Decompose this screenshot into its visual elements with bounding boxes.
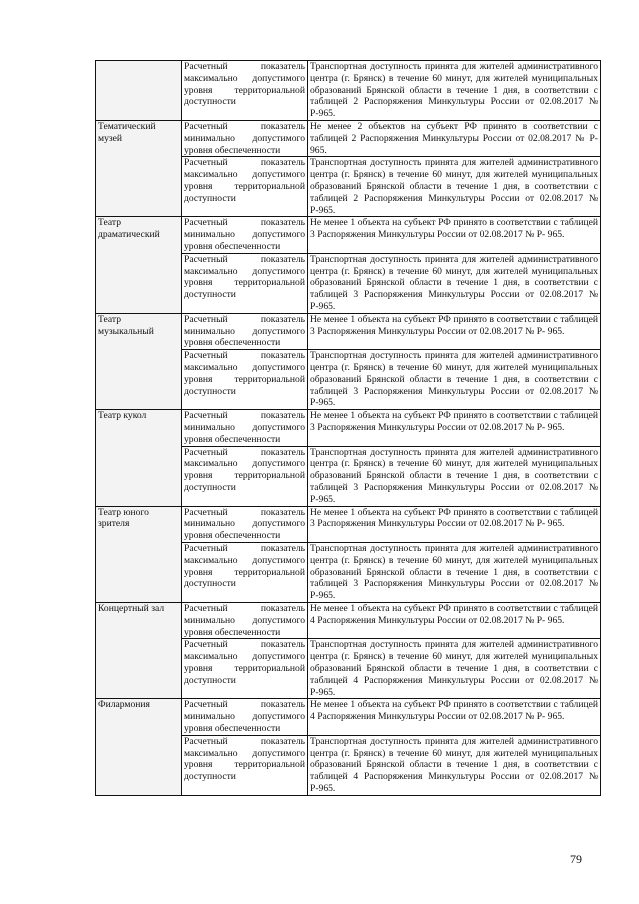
indicator-cell: Расчетный показатель минимально допустимого уровня обеспеченности	[182, 217, 308, 253]
table-row	[96, 602, 601, 638]
indicator-cell: Расчетный показатель минимально допустимого уровня обеспеченности	[182, 506, 308, 542]
table-row	[96, 61, 601, 121]
value-cell: Транспортная доступность принята для жителей административного центра (г. Брянск) в течение 60 минут, для жителей муниципальных образований Брянской области в течение 1 дня, в соответствии с таблицей 3 Распоряжения Минкультуры России от 02.08.2017 № Р-965.	[308, 542, 601, 602]
facility-type-cell: Филармония	[96, 699, 182, 795]
table-row	[96, 121, 601, 157]
standards-table	[95, 60, 601, 796]
facility-type-cell: Театр драматический	[96, 217, 182, 313]
indicator-cell: Расчетный показатель максимально допустимого уровня территориальной доступности	[182, 735, 308, 795]
indicator-cell: Расчетный показатель максимально допустимого уровня территориальной доступности	[182, 157, 308, 217]
value-cell: Не менее 2 объектов на субъект РФ принято в соответствии с таблицей 2 Распоряжения Минкультуры России от 02.08.2017 № Р- 965.	[308, 121, 601, 157]
table-row	[96, 506, 601, 542]
indicator-cell: Расчетный показатель минимально допустимого уровня обеспеченности	[182, 699, 308, 735]
indicator-cell: Расчетный показатель минимально допустимого уровня обеспеченности	[182, 313, 308, 349]
facility-type-cell: Театр юного зрителя	[96, 506, 182, 602]
facility-type-cell: Театр кукол	[96, 410, 182, 506]
value-cell: Транспортная доступность принята для жителей административного центра (г. Брянск) в течение 60 минут, для жителей муниципальных образований Брянской области в течение 1 дня, в соответствии с таблицей 3 Распоряжения Минкультуры России от 02.08.2017 № Р-965.	[308, 350, 601, 410]
facility-type-cell: Театр музыкальный	[96, 313, 182, 409]
indicator-cell: Расчетный показатель максимально допустимого уровня территориальной доступности	[182, 542, 308, 602]
value-cell: Транспортная доступность принята для жителей административного центра (г. Брянск) в течение 60 минут, для жителей муниципальных образований Брянской области в течение 1 дня, в соответствии с таблицей 2 Распоряжения Минкультуры России от 02.08.2017 № Р-965.	[308, 61, 601, 121]
table-row	[96, 313, 601, 349]
standards-table-body	[96, 61, 601, 796]
indicator-cell: Расчетный показатель максимально допустимого уровня территориальной доступности	[182, 639, 308, 699]
value-cell: Не менее 1 объекта на субъект РФ принято в соответствии с таблицей 4 Распоряжения Минкультуры России от 02.08.2017 № Р- 965.	[308, 699, 601, 735]
value-cell: Не менее 1 объекта на субъект РФ принято в соответствии с таблицей 3 Распоряжения Минкультуры России от 02.08.2017 № Р- 965.	[308, 217, 601, 253]
value-cell: Не менее 1 объекта на субъект РФ принято в соответствии с таблицей 4 Распоряжения Минкультуры России от 02.08.2017 № Р- 965.	[308, 602, 601, 638]
indicator-cell: Расчетный показатель максимально допустимого уровня территориальной доступности	[182, 253, 308, 313]
value-cell: Транспортная доступность принята для жителей административного центра (г. Брянск) в течение 60 минут, для жителей муниципальных образований Брянской области в течение 1 дня, в соответствии с таблицей 2 Распоряжения Минкультуры России от 02.08.2017 № Р-965.	[308, 157, 601, 217]
page-number: 79	[570, 852, 582, 866]
indicator-cell: Расчетный показатель минимально допустимого уровня обеспеченности	[182, 602, 308, 638]
value-cell: Транспортная доступность принята для жителей административного центра (г. Брянск) в течение 60 минут, для жителей муниципальных образований Брянской области в течение 1 дня, в соответствии с таблицей 4 Распоряжения Минкультуры России от 02.08.2017 № Р-965.	[308, 735, 601, 795]
value-cell: Транспортная доступность принята для жителей административного центра (г. Брянск) в течение 60 минут, для жителей муниципальных образований Брянской области в течение 1 дня, в соответствии с таблицей 4 Распоряжения Минкультуры России от 02.08.2017 № Р-965.	[308, 639, 601, 699]
table-row	[96, 410, 601, 446]
facility-type-cell	[96, 61, 182, 121]
value-cell: Не менее 1 объекта на субъект РФ принято в соответствии с таблицей 3 Распоряжения Минкультуры России от 02.08.2017 № Р- 965.	[308, 313, 601, 349]
indicator-cell: Расчетный показатель максимально допустимого уровня территориальной доступности	[182, 350, 308, 410]
indicator-cell: Расчетный показатель максимально допустимого уровня территориальной доступности	[182, 446, 308, 506]
value-cell: Транспортная доступность принята для жителей административного центра (г. Брянск) в течение 60 минут, для жителей муниципальных образований Брянской области в течение 1 дня, в соответствии с таблицей 3 Распоряжения Минкультуры России от 02.08.2017 № Р-965.	[308, 253, 601, 313]
indicator-cell: Расчетный показатель минимально допустимого уровня обеспеченности	[182, 410, 308, 446]
table-row	[96, 217, 601, 253]
facility-type-cell: Концертный зал	[96, 602, 182, 698]
indicator-cell: Расчетный показатель минимально допустимого уровня обеспеченности	[182, 121, 308, 157]
value-cell: Не менее 1 объекта на субъект РФ принято в соответствии с таблицей 3 Распоряжения Минкультуры России от 02.08.2017 № Р- 965.	[308, 506, 601, 542]
value-cell: Транспортная доступность принята для жителей административного центра (г. Брянск) в течение 60 минут, для жителей муниципальных образований Брянской области в течение 1 дня, в соответствии с таблицей 3 Распоряжения Минкультуры России от 02.08.2017 № Р-965.	[308, 446, 601, 506]
value-cell: Не менее 1 объекта на субъект РФ принято в соответствии с таблицей 3 Распоряжения Минкультуры России от 02.08.2017 № Р- 965.	[308, 410, 601, 446]
facility-type-cell: Тематический музей	[96, 121, 182, 217]
indicator-cell: Расчетный показатель максимально допустимого уровня территориальной доступности	[182, 61, 308, 121]
table-row	[96, 699, 601, 735]
